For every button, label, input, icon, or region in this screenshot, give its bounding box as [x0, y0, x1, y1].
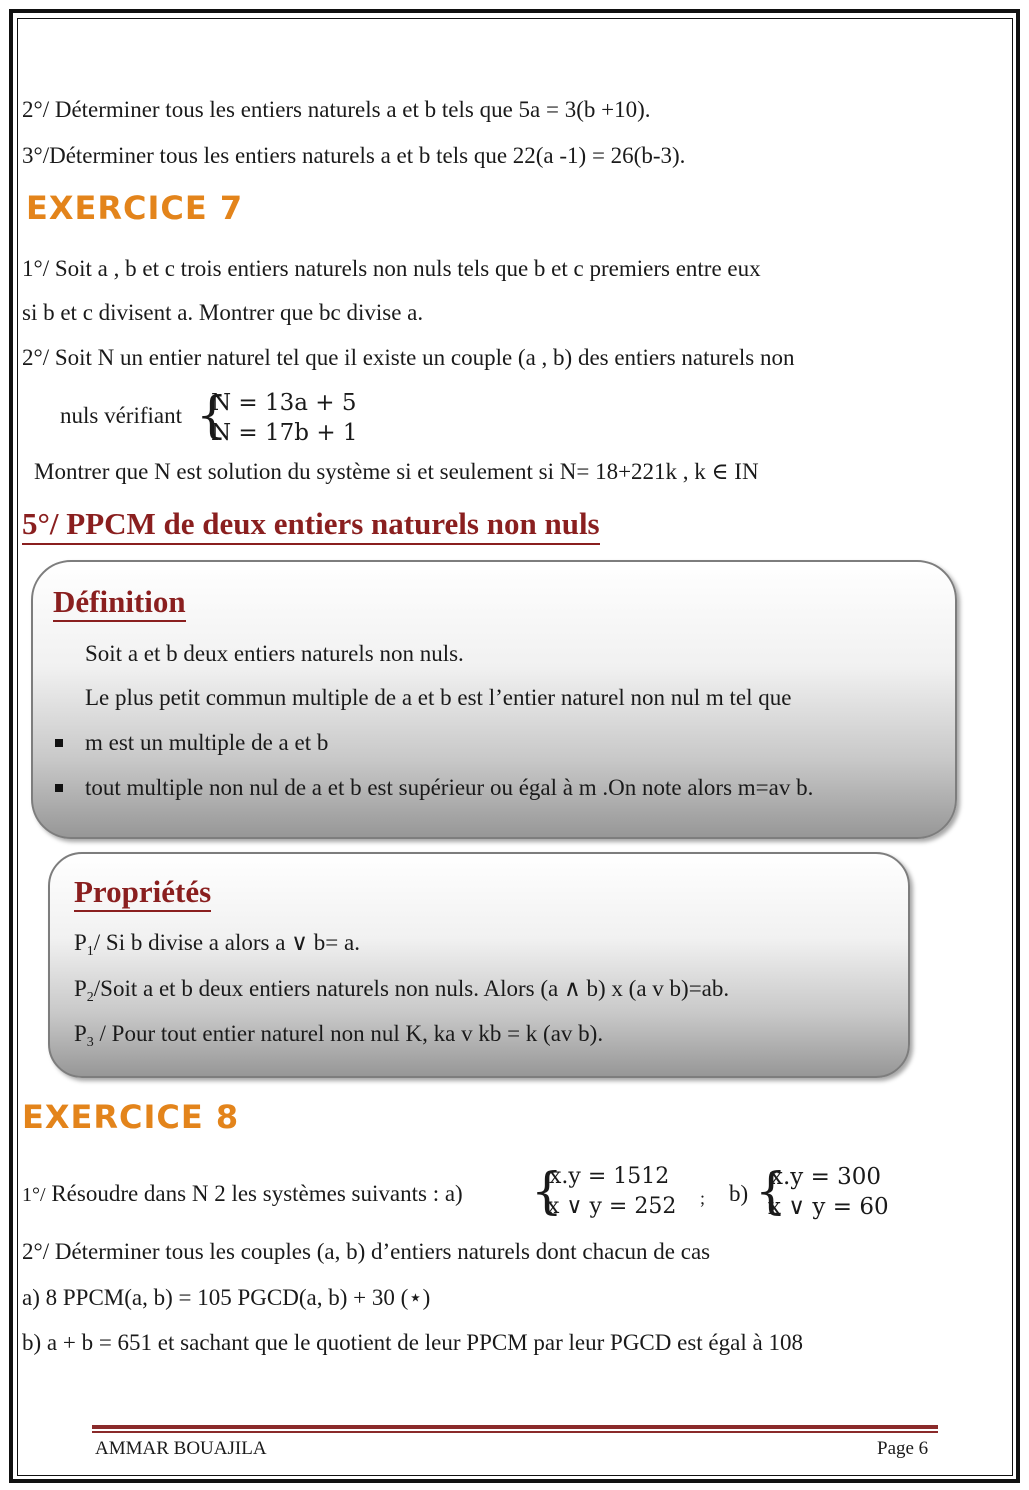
- ex8-system-b-eq2: x ∨ y = 60: [768, 1194, 889, 1220]
- ex7-q1-line1: 1°/ Soit a , b et c trois entiers naturels non nuls tels que b et c premiers entre eux: [22, 256, 761, 281]
- footer-divider-thin: [92, 1431, 938, 1433]
- system-a-brace: {: [531, 1162, 563, 1220]
- exercise-7-title: EXERCICE 7: [26, 189, 244, 227]
- p2-subscript: 2: [86, 990, 94, 1005]
- definition-title: Définition: [53, 584, 186, 622]
- ex8-q2: 2°/ Déterminer tous les couples (a, b) d’entiers naturels dont chacun de cas: [22, 1239, 711, 1264]
- p1-label: P: [74, 930, 87, 955]
- definition-bullet1: m est un multiple de a et b: [85, 730, 329, 755]
- definition-line1: Soit a et b deux entiers naturels non nuls.: [85, 641, 464, 666]
- section-5-title: 5°/ PPCM de deux entiers naturels non nuls: [22, 505, 600, 545]
- ex8-q1: [22, 1180, 463, 1209]
- property-p2: [74, 975, 729, 1012]
- p1-text: / Si b divise a alors a ∨ b= a.: [93, 930, 360, 955]
- ex7-q2-line3: Montrer que N est solution du système si et seulement si N= 18+221k , k ∈ IN: [34, 459, 759, 484]
- ex8-q1-b-label: b): [729, 1181, 749, 1206]
- ex8-system-a-eq1: x.y = 1512: [549, 1164, 670, 1189]
- footer-divider-thick: [92, 1425, 938, 1429]
- definition-line2: Le plus petit commun multiple de a et b est l’entier naturel non nul m tel que: [85, 685, 792, 710]
- ex8-qa: a) 8 PPCM(a, b) = 105 PGCD(a, b) + 30 (⋆): [22, 1285, 431, 1310]
- p3-subscript: 3: [86, 1035, 94, 1050]
- p2-label: P: [74, 976, 87, 1001]
- ex8-q1-number: 1°/: [22, 1184, 46, 1206]
- ex8-q1-text: Résoudre dans N 2 les systèmes suivants : a): [51, 1181, 463, 1206]
- ex7-system-eq1: N = 13a + 5: [211, 390, 357, 416]
- property-p3: [74, 1020, 603, 1057]
- intro-question-2: 2°/ Déterminer tous les entiers naturels a et b tels que 5a = 3(b +10).: [22, 97, 651, 122]
- system-b-brace: {: [755, 1162, 787, 1220]
- p3-label: P: [74, 1021, 87, 1046]
- ex7-q2-prefix: nuls vérifiant: [60, 403, 182, 428]
- property-p1: [74, 929, 360, 966]
- ex7-q1-line2: si b et c divisent a. Montrer que bc divise a.: [22, 300, 424, 325]
- ex7-q2-line1: 2°/ Soit N un entier naturel tel que il existe un couple (a , b) des entiers naturels non: [22, 345, 795, 370]
- definition-box: [31, 560, 957, 839]
- intro-question-3: 3°/Déterminer tous les entiers naturels a et b tels que 22(a -1) = 26(b-3).: [22, 143, 686, 168]
- ex7-system-eq2: N = 17b + 1: [211, 420, 358, 446]
- bullet-icon: [55, 739, 63, 747]
- properties-box: [48, 852, 910, 1078]
- footer-page-number: Page 6: [877, 1438, 929, 1459]
- ex8-qb: b) a + b = 651 et sachant que le quotient de leur PPCM par leur PGCD est égal à 108: [22, 1330, 803, 1355]
- ex8-separator: ;: [700, 1188, 706, 1208]
- footer-author: AMMAR BOUAJILA: [95, 1438, 267, 1459]
- properties-title: Propriétés: [74, 874, 211, 912]
- system-brace: {: [196, 386, 228, 444]
- ex8-system-a-eq2: x ∨ y = 252: [547, 1194, 677, 1219]
- p2-text: /Soit a et b deux entiers naturels non nuls. Alors (a ∧ b) x (a v b)=ab.: [93, 976, 730, 1001]
- ex8-system-b-eq1: x.y = 300: [770, 1164, 882, 1190]
- definition-bullet2: tout multiple non nul de a et b est supérieur ou égal à m .On note alors m=av b.: [85, 775, 814, 800]
- p3-text: / Pour tout entier naturel non nul K, ka v kb = k (av b).: [93, 1021, 604, 1046]
- exercise-8-title: EXERCICE 8: [22, 1098, 240, 1136]
- p1-subscript: 1: [86, 944, 94, 959]
- bullet-icon: [55, 784, 63, 792]
